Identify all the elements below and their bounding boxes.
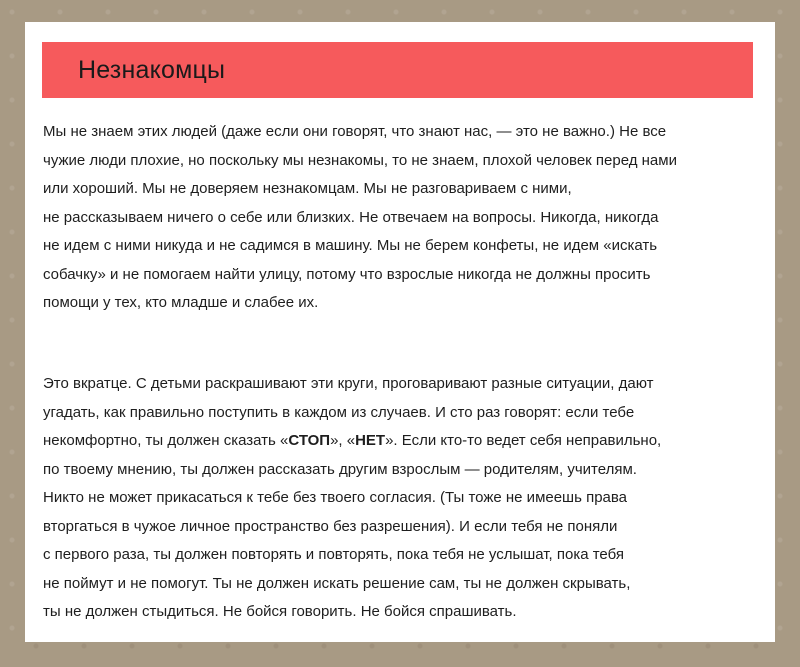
paragraph-strangers-rules	[43, 118, 755, 318]
text-line: вторгаться в чужое личное пространство без разрешения). И если тебя не поняли	[43, 517, 618, 535]
text-line: угадать, как правильно поступить в каждом из случаев. И сто раз говорят: если тебе	[43, 403, 635, 421]
text-segment: некомфортно, ты должен сказать «	[43, 432, 289, 449]
text-segment: ». Если кто-то ведет себя неправильно,	[385, 432, 662, 449]
text-segment: », «	[330, 432, 356, 449]
text-line: не идем с ними никуда и не садимся в машину. Мы не берем конфеты, не идем «искать	[43, 237, 658, 254]
title-banner	[42, 42, 753, 98]
text-line: собачку» и не помогаем найти улицу, потому что взрослые никогда не должны просить	[43, 265, 651, 283]
page-title: Незнакомцы	[78, 55, 226, 84]
text-line	[43, 427, 755, 456]
paragraph-summary	[43, 370, 755, 627]
text-line: с первого раза, ты должен повторять и повторять, пока тебя не услышат, пока тебя	[43, 546, 624, 563]
text-line: ты не должен стыдиться. Не бойся говорить. Не бойся спрашивать.	[43, 603, 517, 620]
text-line: не поймут и не помогут. Ты не должен искать решение сам, ты не должен скрывать,	[43, 574, 631, 592]
text-line: чужие люди плохие, но поскольку мы незнакомы, то не знаем, плохой человек перед нами	[43, 151, 677, 169]
document-page	[25, 22, 775, 642]
text-line: не рассказываем ничего о себе или близких. Не отвечаем на вопросы. Никогда, никогда	[43, 208, 659, 226]
text-line: Это вкратце. С детьми раскрашивают эти круги, проговаривают разные ситуации, дают	[43, 375, 654, 392]
text-line: по твоему мнению, ты должен рассказать другим взрослым — родителям, учителям.	[43, 460, 637, 478]
bold-word-no: НЕТ	[355, 432, 386, 449]
text-line: или хороший. Мы не доверяем незнакомцам. Мы не разговариваем с ними,	[43, 180, 572, 197]
bold-word-stop: СТОП	[288, 432, 331, 449]
text-line: Мы не знаем этих людей (даже если они говорят, что знают нас, — это не важно.) Не все	[43, 123, 667, 140]
text-line: помощи у тех, кто младше и слабее их.	[43, 294, 319, 311]
text-line: Никто не может прикасаться к тебе без твоего согласия. (Ты тоже не имеешь права	[43, 489, 628, 506]
